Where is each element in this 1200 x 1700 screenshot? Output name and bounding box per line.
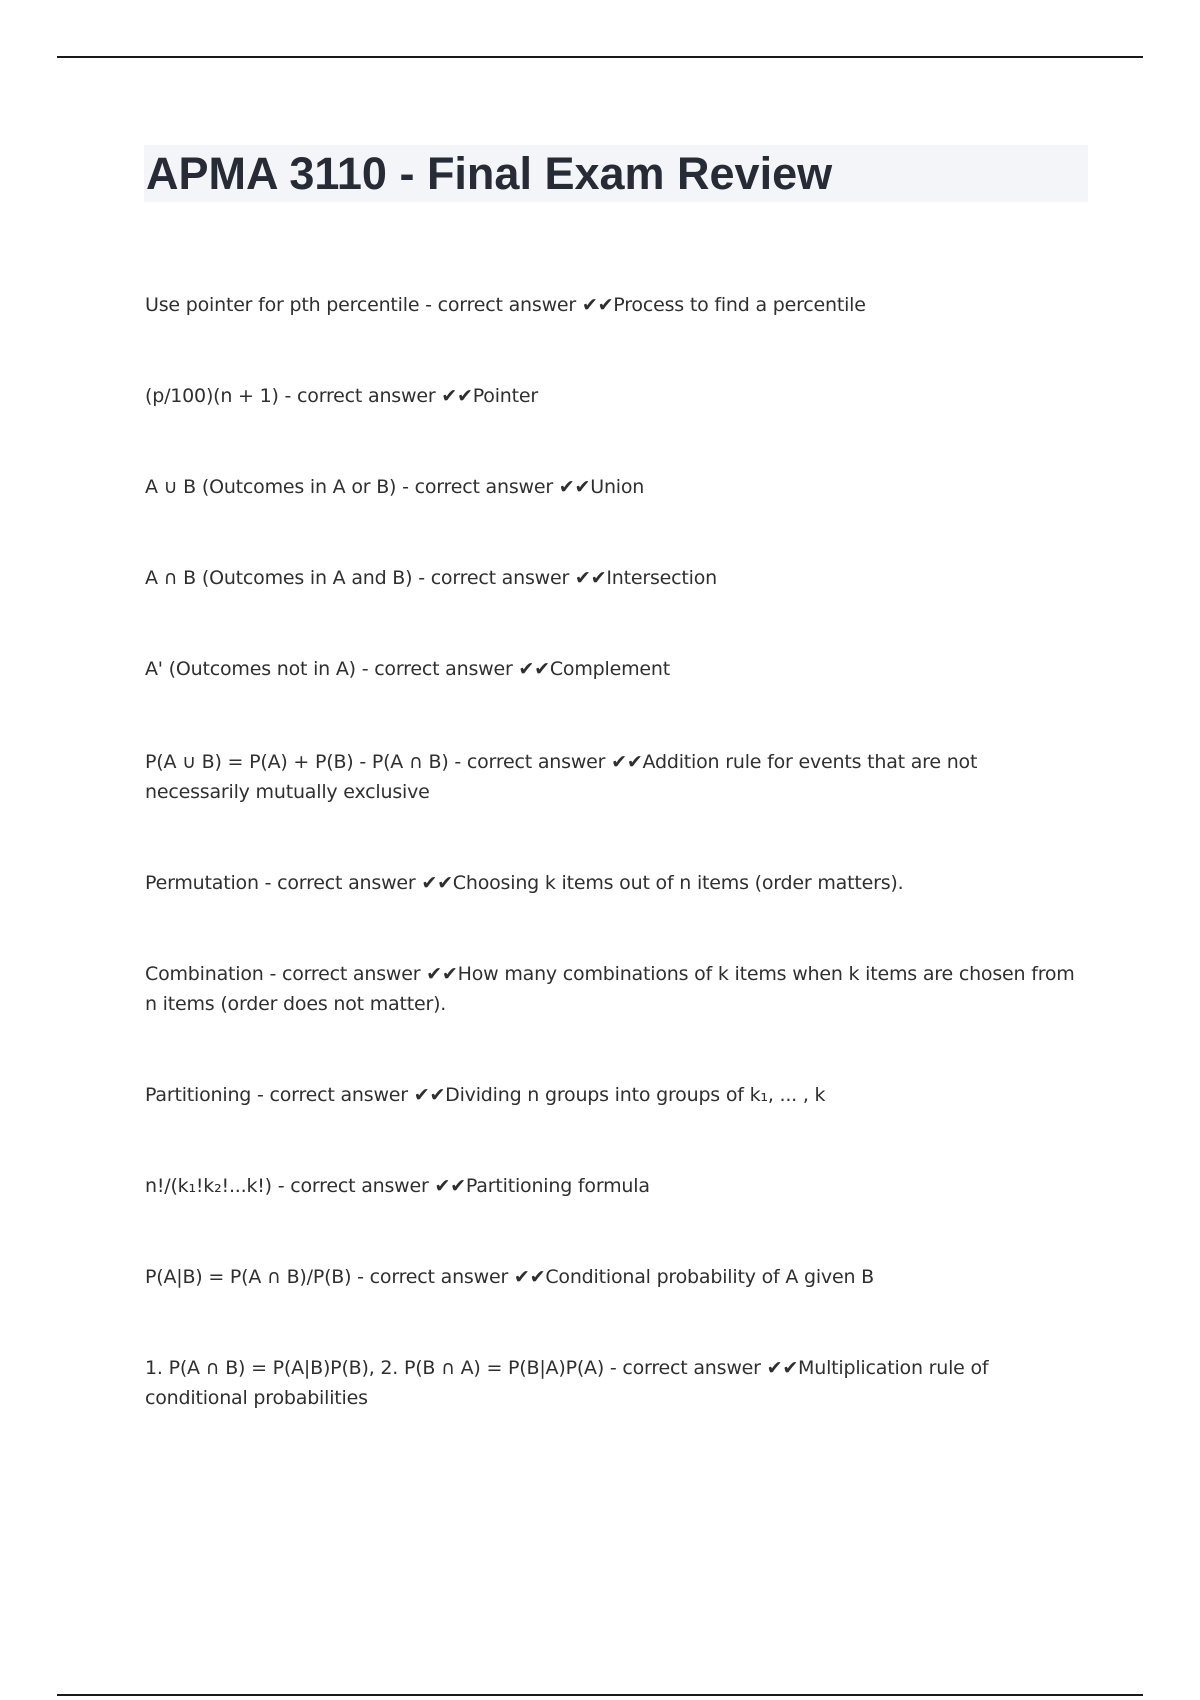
entry-complement: A' (Outcomes not in A) - correct answer ✔✔Complement xyxy=(145,658,670,680)
top-rule xyxy=(57,56,1143,58)
entry-addition-rule: P(A ∪ B) = P(A) + P(B) - P(A ∩ B) - correct answer ✔✔Addition rule for events that are not necessarily mutually exclusive xyxy=(145,751,978,803)
entry-partitioning: Partitioning - correct answer ✔✔Dividing n groups into groups of k₁, ... , k xyxy=(145,1084,826,1106)
entry-union: A ∪ B (Outcomes in A or B) - correct answer ✔✔Union xyxy=(145,476,645,498)
title-box xyxy=(144,145,1088,202)
entry-percentile: Use pointer for pth percentile - correct answer ✔✔Process to find a percentile xyxy=(145,294,866,316)
document-title: APMA 3110 - Final Exam Review xyxy=(146,148,833,199)
entry-intersection: A ∩ B (Outcomes in A and B) - correct answer ✔✔Intersection xyxy=(145,567,717,589)
entry-pointer: (p/100)(n + 1) - correct answer ✔✔Pointer xyxy=(145,385,538,407)
entry-permutation: Permutation - correct answer ✔✔Choosing k items out of n items (order matters). xyxy=(145,872,904,894)
entry-conditional-probability: P(A|B) = P(A ∩ B)/P(B) - correct answer ✔✔Conditional probability of A given B xyxy=(145,1266,874,1288)
entry-combination: Combination - correct answer ✔✔How many combinations of k items when k items are chosen from n items (order does not matter). xyxy=(145,963,1075,1015)
entry-partitioning-formula: n!/(k₁!k₂!...k!) - correct answer ✔✔Partitioning formula xyxy=(145,1175,650,1197)
bottom-rule xyxy=(57,1694,1143,1696)
entry-multiplication-rule: 1. P(A ∩ B) = P(A|B)P(B), 2. P(B ∩ A) = P(B|A)P(A) - correct answer ✔✔Multiplication rule of conditional probabilities xyxy=(145,1357,989,1409)
